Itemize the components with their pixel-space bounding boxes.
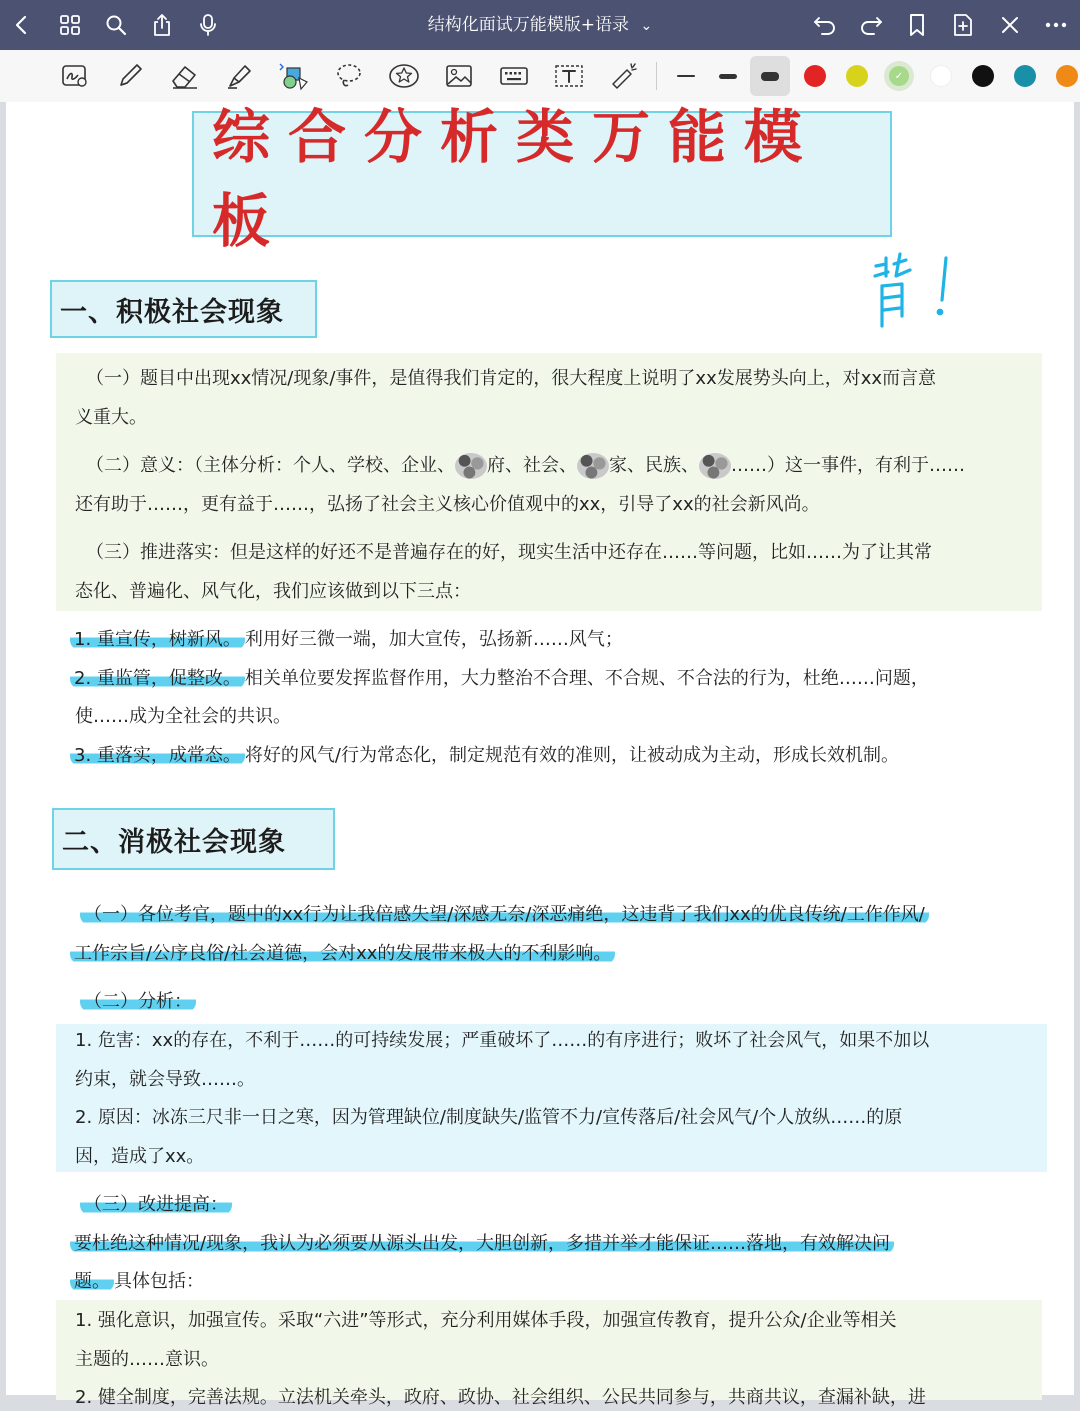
add-page-icon[interactable] [943, 0, 983, 50]
top-nav-bar [0, 0, 1080, 50]
s1-item2 [70, 666, 929, 692]
search-icon[interactable] [96, 0, 136, 50]
s2-p3-item1-line2: 主题的……意识。 [75, 1349, 219, 1370]
s1-item3-highlight: 3. 重落实，成常态。 [70, 745, 245, 766]
s1-item3-text: 将好的风气/行为常态化，制定规范有效的准则，让被动成为主动，形成长效机制。 [244, 745, 899, 766]
s1-p2-line2: 还有助于……，更有益于……，弘扬了社会主义核心价值观中的xx，引导了xx的社会新风尚。 [75, 494, 820, 515]
color-swatch-yellow[interactable] [846, 65, 868, 87]
color-swatch-teal[interactable] [1014, 65, 1036, 87]
color-swatch-white[interactable] [930, 65, 952, 87]
s2-p3-highlight-2: 题。 [70, 1271, 114, 1292]
s2-p2-item2-line1: 2. 原因：冰冻三尺非一日之寒，因为管理缺位/制度缺失/监管不力/宣传落后/社会风气/个人放纵……的原 [75, 1107, 903, 1128]
s1-p2-line1 [86, 453, 965, 479]
close-icon[interactable] [990, 0, 1030, 50]
main-title: 综合分析类万能模板 [212, 103, 821, 255]
section1-heading: 一、积极社会现象 [60, 296, 284, 328]
grid-icon[interactable] [50, 0, 90, 50]
pen-icon[interactable] [109, 56, 151, 96]
s1-item1-highlight: 1. 重宣传，树新风。 [70, 629, 245, 650]
color-swatch-light-green-selected[interactable]: ✓ [884, 61, 914, 91]
document-title[interactable]: 结构化面试万能模版+语录 [427, 15, 630, 35]
s2-p3-heading: （三）改进提高： [80, 1194, 232, 1215]
more-icon[interactable] [1036, 0, 1076, 50]
s2-p3-item1-line1: 1. 强化意识，加强宣传。采取“六进”等形式，充分利用媒体手段，加强宣传教育，提升公众/企业等相关 [75, 1310, 897, 1331]
s2-p3-highlight-1: 要杜绝这种情况/现象，我认为必须要从源头出发，大胆创新，多措并举才能保证……落地，有效解决问 [70, 1233, 894, 1254]
mosaic-blur [577, 453, 609, 479]
section2-heading-box [52, 808, 335, 870]
s1-item2-line2: 使……成为全社会的共识。 [75, 706, 291, 727]
color-swatch-black[interactable] [972, 65, 994, 87]
s2-p2-item1-line2: 约束，就会导致……。 [75, 1069, 255, 1090]
main-title-box [192, 103, 892, 255]
color-swatch-orange[interactable] [1056, 65, 1078, 87]
s2-p1-highlight-2: 工作宗旨/公序良俗/社会道德，会对xx的发展带来极大的不利影响。 [70, 943, 615, 964]
s2-p2-heading: （二）分析： [80, 991, 196, 1012]
s1-p2-text-a: （二）意义：（主体分析：个人、学校、企业、 [86, 455, 455, 476]
s1-item1 [70, 627, 623, 653]
undo-icon[interactable] [805, 0, 845, 50]
s2-p3-item2-line1: 2. 健全制度，完善法规。立法机关牵头，政府、政协、社会组织、公民共同参与，共商共议，查漏补缺，进 [75, 1387, 926, 1408]
s1-item3 [70, 743, 899, 769]
s1-p3-line2: 态化、普遍化、风气化，我们应该做到以下三点： [75, 581, 471, 602]
share-icon[interactable] [142, 0, 182, 50]
s2-p3-heading-line [80, 1192, 232, 1218]
note-page[interactable] [6, 102, 1074, 1408]
s1-item2-text: 相关单位要发挥监督作用，大力整治不合理、不合规、不合法的行为，杜绝……问题， [244, 668, 929, 689]
s1-p2-text-d: ……）这一事件，有利于…… [731, 455, 965, 476]
mosaic-blur [699, 453, 731, 479]
s2-p1-line2 [70, 941, 615, 967]
toolbar-divider [656, 62, 657, 90]
color-swatch-red[interactable] [804, 65, 826, 87]
s1-p3-line1: （三）推进落实：但是这样的好还不是普遍存在的好，现实生活中还存在……等问题，比如……为了让其常 [86, 542, 932, 563]
bookmark-icon[interactable] [897, 0, 937, 50]
s2-p3-line2 [70, 1269, 204, 1295]
section1-heading-box [50, 280, 317, 338]
chevron-down-icon[interactable]: ⌄ [640, 18, 653, 34]
s2-p1-highlight-1: （一）各位考官，题中的xx行为让我倍感失望/深感无奈/深恶痛绝，这违背了我们xx的优良传统/工作作风/ [80, 904, 929, 925]
s2-p1-line1 [80, 902, 929, 928]
s1-item2-highlight: 2. 重监管，促整改。 [70, 668, 245, 689]
s2-p2-heading-line [80, 989, 196, 1015]
back-icon[interactable] [2, 0, 42, 50]
s2-p3-line1 [70, 1231, 894, 1257]
s1-p1-line1: （一）题目中出现xx情况/现象/事件，是值得我们肯定的，很大程度上说明了xx发展势头向上，对xx而言意 [86, 368, 937, 389]
redo-icon[interactable] [851, 0, 891, 50]
s2-p3-text: 具体包括： [114, 1271, 204, 1292]
s2-p2-item2-line2: 因，造成了xx。 [75, 1146, 205, 1167]
mic-icon[interactable] [188, 0, 228, 50]
mosaic-blur [455, 453, 487, 479]
section2-heading: 二、消极社会现象 [62, 826, 286, 858]
s2-p2-item1-line1: 1. 危害：xx的存在，不利于……的可持续发展；严重破坏了……的有序进行；败坏了社会风气，如果不加以 [75, 1030, 930, 1051]
s1-p2-text-c: 家、民族、 [609, 455, 699, 476]
s1-item1-text: 利用好三微一端，加大宣传，弘扬新……风气； [244, 629, 623, 650]
handwriting-mode-icon[interactable] [54, 56, 96, 96]
s1-p1-line2: 义重大。 [75, 407, 147, 428]
handwritten-note [868, 246, 958, 336]
s1-p2-text-b: 府、社会、 [487, 455, 577, 476]
